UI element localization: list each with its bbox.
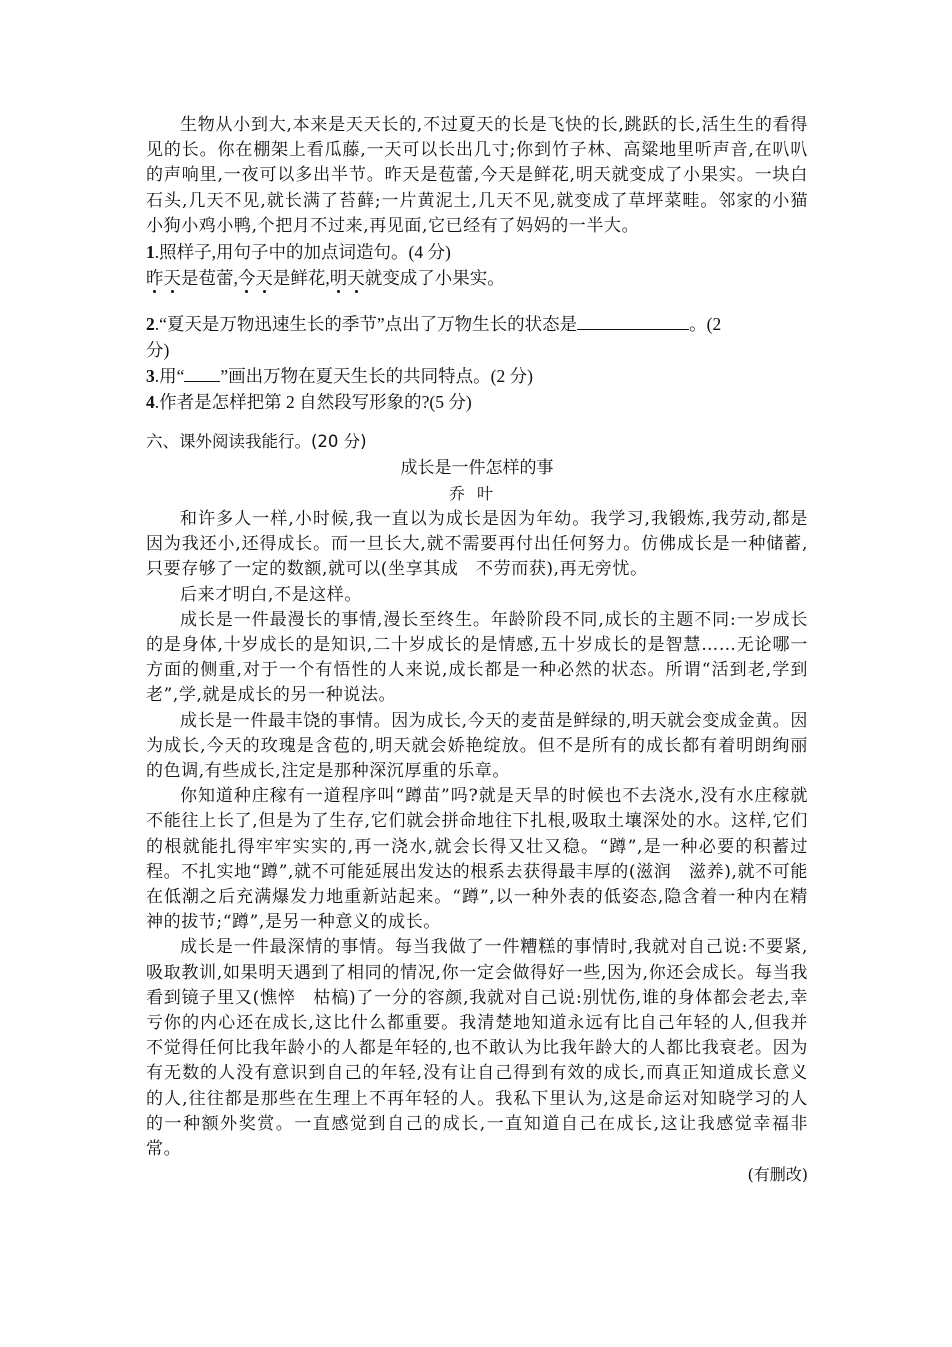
question-text: .照样子,用句子中的加点词造句。(4 分) (154, 242, 451, 263)
sentence-part: 是苞蕾, (181, 268, 238, 289)
underline-sample (184, 363, 220, 382)
question-text-tail: 。(2 (689, 314, 722, 335)
answer-blank[interactable] (577, 311, 689, 330)
dotted-char: 天 (255, 268, 273, 289)
article-paragraph: 成长是一件最丰饶的事情。因为成长,今天的麦苗是鲜绿的,明天就会变成金黄。因为成长,今天的玫瑰是含苞的,明天就会娇艳绽放。但不是所有的成长都有着明朗绚丽的色调,有些成长,注定是那种深沉厚重的乐章。 (146, 710, 809, 782)
question-text: .“夏天是万物迅速生长的季节”点出了万物生长的状态是 (154, 314, 578, 335)
dotted-char: 天 (163, 268, 181, 289)
sentence-part: 就变成了小果实。 (364, 268, 505, 289)
dotted-char: 今 (237, 268, 256, 289)
spacer (146, 415, 808, 429)
article-paragraph: 你知道种庄稼有一道程序叫“蹲苗”吗?就是天旱的时候也不去浇水,没有水庄稼就不能往上长了,但是为了生存,它们就会拼命地往下扎根,吸取土壤深处的水。这样,它们的根就能扎得牢牢实实的,再一浇水,就会长得又壮又稳。“蹲”,是一种必要的积蓄过程。不扎实地“蹲”,就不可能延展出发达的根系去获得最丰厚的(滋润 滋养),就不可能在低潮之后充满爆发力地重新站起来。“蹲”,以一种外表的低姿态,隐含着一种内在精神的拔节;“蹲”,是另一种意义的成长。 (146, 786, 808, 933)
question-text: .作者是怎样把第 2 自然段写形象的?(5 分) (154, 392, 472, 413)
question-text: ”画出万物在夏天生长的共同特点。(2 分) (220, 366, 533, 387)
dotted-char: 天 (347, 268, 365, 289)
article-paragraph: 成长是一件最漫长的事情,漫长至终生。年龄阶段不同,成长的主题不同:一岁成长的是身体,十岁成长的是知识,二十岁成长的是情感,五十岁成长的是智慧……无论哪一方面的侧重,对于一个有悟性的人来说,成长都是一种必然的状态。所谓“活到老,学到老”,学,就是成长的另一种说法。 (146, 609, 808, 706)
section-heading: 六、课外阅读我能行。(20 分) (146, 432, 367, 452)
article-title: 成长是一件怎样的事 (400, 458, 554, 479)
sentence-part: 是鲜花, (272, 268, 330, 289)
worksheet-page (146, 113, 808, 1188)
article-paragraph: 后来才明白,不是这样。 (180, 584, 363, 605)
dotted-char: 昨 (146, 268, 164, 289)
answer-space (146, 291, 808, 311)
question-number: 4 (146, 392, 155, 413)
question-number: 2 (146, 314, 155, 335)
question-1 (146, 239, 808, 265)
question-3 (146, 363, 808, 389)
question-2 (146, 311, 808, 363)
dotted-char: 明 (329, 268, 348, 289)
article-paragraph: 和许多人一样,小时候,我一直以为成长是因为年幼。我学习,我锻炼,我劳动,都是因为我还小,还得成长。而一旦长大,就不需要再付出任何努力。仿佛成长是一种储蓄,只要存够了一定的数额,就可以(坐享其成 不劳而获),再无旁忧。 (146, 509, 808, 580)
question-number: 3 (146, 366, 155, 387)
question-number: 1 (146, 242, 155, 263)
article-paragraph: 成长是一件最深情的事情。每当我做了一件糟糕的事情时,我就对自己说:不要紧,吸取教训,如果明天遇到了相同的情况,你一定会做得好一些,因为,你还会成长。每当我看到镜子里又(憔悴 枯槁)了一分的容颜,我就对自己说:别忧伤,谁的身体都会老去,幸亏你的内心还在成长,这比什么都重要。我清楚地知道永远有比自己年轻的人,但我并不觉得任何比我年龄小的人都是年轻的,也不敢认为比我年龄大的人都比我衰老。因为有无数的人没有意识到自己的年轻,没有让自己得到有效的成长,而真正知道成长意义的人,往往都是那些在生理上不再年轻的人。我私下里认为,这是命运对知晓学习的人的一种额外奖赏。一直感觉到自己的成长,一直知道自己在成长,这让我感觉幸福非常。 (146, 937, 808, 1160)
passage-paragraph: 生物从小到大,本来是天天长的,不过夏天的长是飞快的长,跳跃的长,活生生的看得见的长。你在棚架上看瓜藤,一天可以长出几寸;你到竹子林、高粱地里听声音,在叭叭的声响里,一夜可以多出半节。昨天是苞蕾,今天是鲜花,明天就变成了小果实。一块白石头,几天不见,就长满了苔藓;一片黄泥土,几天不见,就变成了草坪菜畦。邻家的小猫小狗小鸡小鸭,个把月不过来,再见面,它已经有了妈妈的一半大。 (146, 115, 808, 236)
article-author: 乔叶 (448, 484, 505, 504)
question-4 (146, 389, 808, 415)
example-sentence (146, 265, 808, 291)
question-text: .用“ (154, 366, 185, 387)
question-text-cont: 分) (146, 340, 170, 361)
edit-note: (有删改) (747, 1165, 808, 1185)
